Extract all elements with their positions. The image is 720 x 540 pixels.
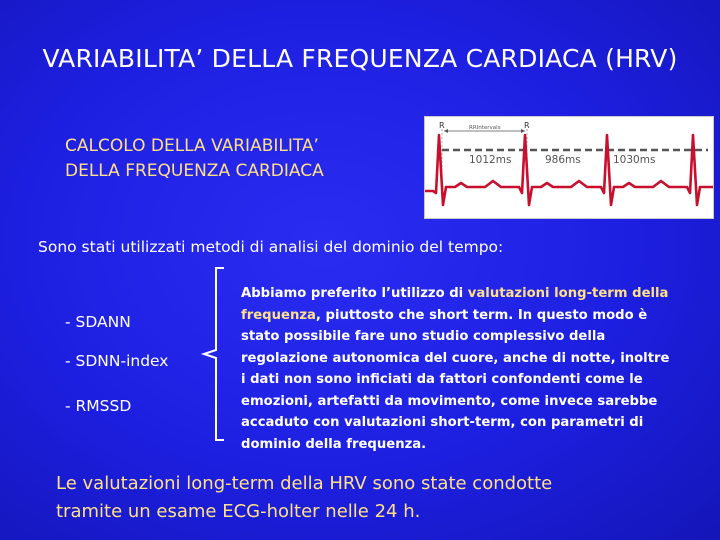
ecg-image <box>424 116 714 219</box>
explanation-highlight: valutazioni long-term della frequenza <box>241 286 669 323</box>
ecg-waveform <box>425 135 713 205</box>
conclusion-line-2: tramite un esame ECG-holter nelle 24 h. <box>56 501 421 522</box>
conclusion-line-1: Le valutazioni long-term della HRV sono state condotte <box>56 473 553 494</box>
bracket-graphic <box>200 266 230 444</box>
peak-label-r2: R <box>524 121 530 130</box>
method-sdann: - SDANN <box>65 313 131 331</box>
rr-arrow-left <box>444 129 448 133</box>
method-sdnn-index: - SDNN-index <box>65 352 169 370</box>
rr-interval-label: RRIntervals <box>469 125 501 131</box>
method-rmssd: - RMSSD <box>65 397 132 415</box>
explanation-part-1: Abbiamo preferito l’utilizzo di <box>241 286 468 301</box>
explanation-paragraph <box>241 283 673 455</box>
interval-value-1: 1012ms <box>469 154 512 166</box>
ecg-trace-graphic <box>425 117 713 218</box>
intro-text: Sono stati utilizzati metodi di analisi del dominio del tempo: <box>38 238 504 256</box>
slide-subtitle <box>65 134 395 184</box>
interval-value-3: 1030ms <box>613 154 656 166</box>
peak-label-r1: R <box>439 121 445 130</box>
interval-value-2: 986ms <box>545 154 581 166</box>
subtitle-line-1: CALCOLO DELLA VARIABILITA’ <box>65 136 319 156</box>
explanation-part-2: , piuttosto che short term. In questo modo è stato possibile fare uno studio complessivo della regolazione autonomica del cuore, anche di notte, inoltre i dati non sono inficiati da fattori confondenti come le emozioni, artefatti da movimento, come invece sarebbe accaduto con valutazioni short-term, con parametri di dominio della frequenza. <box>241 307 670 452</box>
slide-title: VARIABILITA’ DELLA FREQUENZA CARDIACA (HRV) <box>42 44 678 73</box>
subtitle-line-2: DELLA FREQUENZA CARDIACA <box>65 161 324 181</box>
conclusion-text <box>56 470 656 526</box>
